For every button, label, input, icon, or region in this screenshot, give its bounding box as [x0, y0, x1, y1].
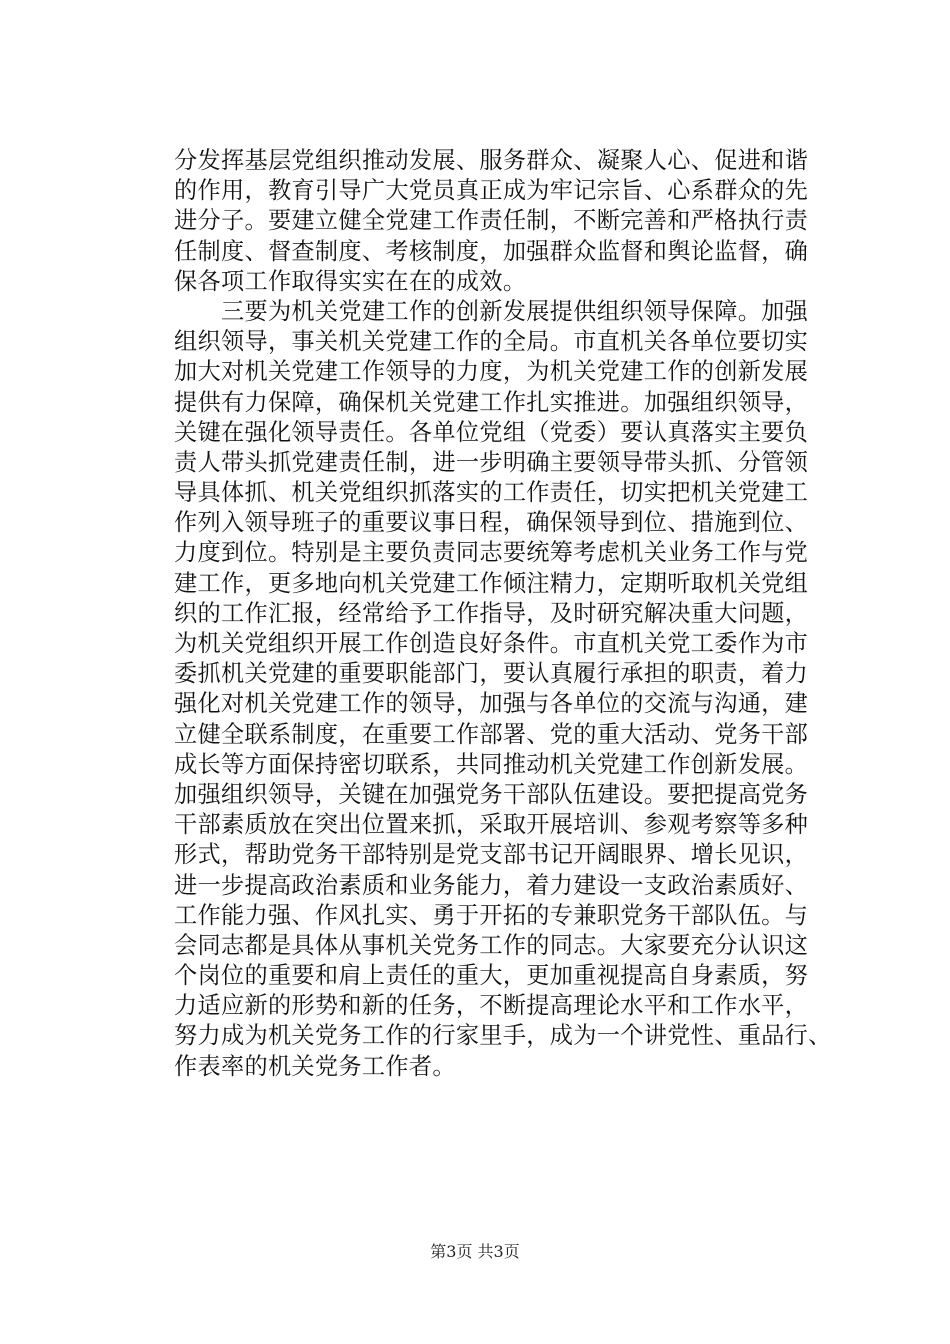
- text-line: 任制度、督查制度、考核制度，加强群众监督和舆论监督，确: [174, 237, 809, 265]
- text-line: 形式，帮助党务干部特别是党支部书记开阔眼界、增长见识，: [174, 841, 809, 869]
- text-line: 的作用，教育引导广大党员真正成为牢记宗旨、心系群众的先: [174, 177, 809, 205]
- text-line: 作表率的机关党务工作者。: [174, 1052, 456, 1080]
- page-number-footer: 第3页 共3页: [430, 1242, 520, 1261]
- text-line: 关键在强化领导责任。各单位党组（党委）要认真落实主要负: [174, 418, 809, 446]
- text-line: 努力成为机关党务工作的行家里手，成为一个讲党性、重品行、: [174, 1022, 832, 1050]
- text-line: 保各项工作取得实实在在的成效。: [174, 267, 527, 295]
- text-line: 进分子。要建立健全党建工作责任制，不断完善和严格执行责: [174, 207, 809, 235]
- text-line: 加强组织领导，关键在加强党务干部队伍建设。要把提高党务: [174, 780, 809, 808]
- text-line: 进一步提高政治素质和业务能力，着力建设一支政治素质好、: [174, 871, 809, 899]
- text-line: 个岗位的重要和肩上责任的重大，更加重视提高自身素质，努: [174, 962, 809, 990]
- text-line: 组织领导，事关机关党建工作的全局。市直机关各单位要切实: [174, 328, 809, 356]
- text-line: 三要为机关党建工作的创新发展提供组织领导保障。加强: [174, 297, 809, 325]
- text-line: 加大对机关党建工作领导的力度，为机关党建工作的创新发展: [174, 358, 809, 386]
- text-line: 强化对机关党建工作的领导，加强与各单位的交流与沟通，建: [174, 690, 809, 718]
- text-line: 责人带头抓党建责任制，进一步明确主要领导带头抓、分管领: [174, 448, 809, 476]
- text-line: 导具体抓、机关党组织抓落实的工作责任，切实把机关党建工: [174, 479, 809, 507]
- text-line: 织的工作汇报，经常给予工作指导，及时研究解决重大问题，: [174, 599, 809, 627]
- text-line: 力适应新的形势和新的任务，不断提高理论水平和工作水平，: [174, 992, 809, 1020]
- text-line: 作列入领导班子的重要议事日程，确保领导到位、措施到位、: [174, 509, 809, 537]
- text-line: 干部素质放在突出位置来抓，采取开展培训、参观考察等多种: [174, 811, 809, 839]
- text-line: 分发挥基层党组织推动发展、服务群众、凝聚人心、促进和谐: [174, 147, 809, 174]
- text-line: 委抓机关党建的重要职能部门，要认真履行承担的职责，着力: [174, 660, 809, 688]
- text-line: 力度到位。特别是主要负责同志要统筹考虑机关业务工作与党: [174, 539, 809, 567]
- text-line: 为机关党组织开展工作创造良好条件。市直机关党工委作为市: [174, 630, 809, 657]
- body-text: [174, 146, 834, 1082]
- text-line: 会同志都是具体从事机关党务工作的同志。大家要充分认识这: [174, 931, 809, 959]
- text-line: 工作能力强、作风扎实、勇于开拓的专兼职党务干部队伍。与: [174, 901, 809, 929]
- text-line: 建工作，更多地向机关党建工作倾注精力，定期听取机关党组: [174, 569, 809, 597]
- text-line: 立健全联系制度，在重要工作部署、党的重大活动、党务干部: [174, 720, 809, 748]
- text-line: 成长等方面保持密切联系，共同推动机关党建工作创新发展。: [174, 750, 809, 778]
- text-line: 提供有力保障，确保机关党建工作扎实推进。加强组织领导，: [174, 388, 809, 416]
